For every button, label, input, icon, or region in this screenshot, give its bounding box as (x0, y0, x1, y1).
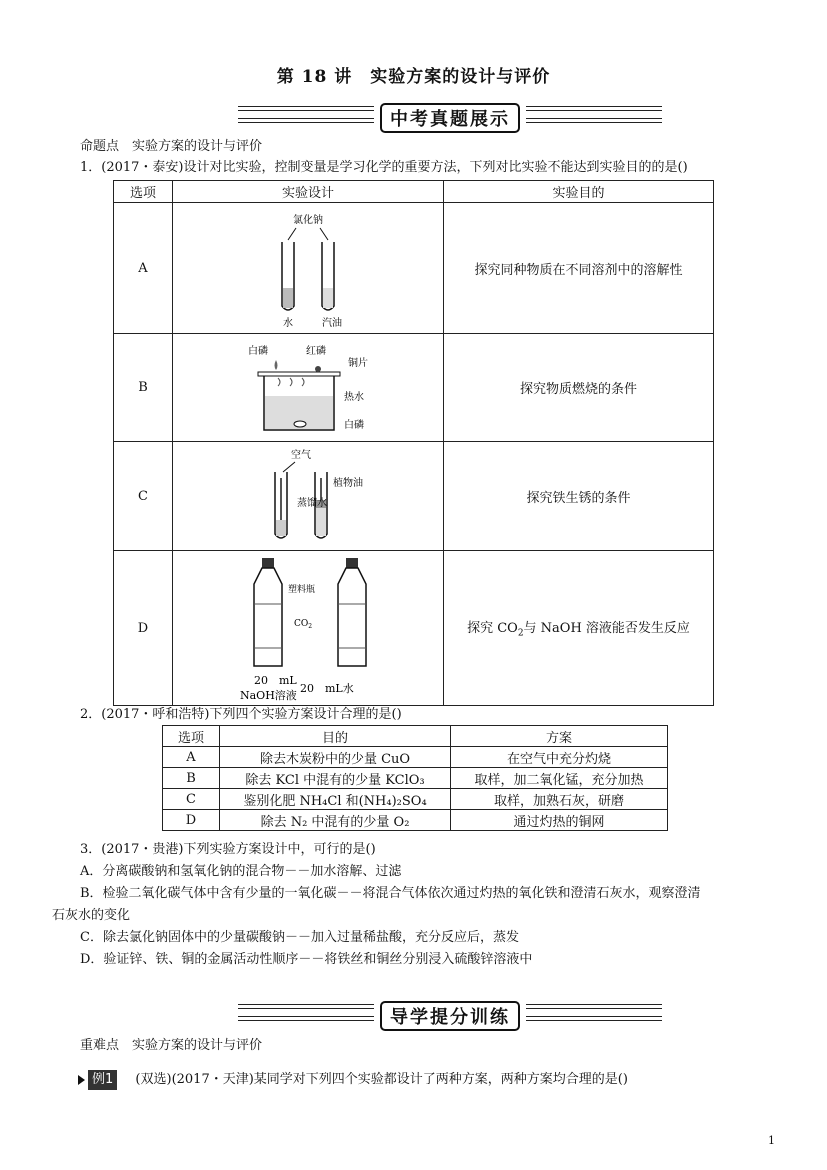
label-water: 水 (283, 317, 293, 329)
option-cell: D (114, 551, 173, 706)
table-row: C 鉴别化肥 NH₄Cl 和(NH₄)₂SO₄ 取样，加熟石灰，研磨 (163, 789, 668, 810)
banner-daoxue (238, 998, 662, 1028)
section-heading-2: 重难点 实验方案的设计与评价 (80, 1038, 263, 1053)
label-20ml-water: 20 mL水 (300, 682, 354, 695)
col-header: 实验目的 (444, 181, 714, 203)
table-row: D 除去 N₂ 中混有的少量 O₂ 通过灼热的铜网 (163, 810, 668, 831)
bottles-diagram (238, 554, 378, 702)
play-icon (78, 1075, 85, 1085)
label-20ml: 20 mL (254, 674, 297, 687)
q3-option-a: A．分离碳酸钠和氢氧化钠的混合物－－加水溶解、过滤 (80, 864, 402, 879)
question-3: 3．(2017・贵港)下列实验方案设计中，可行的是() (80, 842, 376, 857)
diagram-cell (173, 334, 444, 442)
col-header: 选项 (163, 726, 220, 747)
label-hot-water: 热水 (344, 391, 364, 403)
rust-diagram (253, 446, 363, 546)
purpose-cell: 探究 $CO_2$与 NaOH 溶液能否发生反应 (444, 551, 714, 706)
col-header: 目的 (220, 726, 451, 747)
diagram-cell (173, 442, 444, 551)
label-plant-oil: 植物油 (333, 478, 363, 489)
purpose-cell: 探究物质燃烧的条件 (444, 334, 714, 442)
label-bottle: 塑料瓶 (288, 585, 316, 595)
test-tubes-diagram (248, 206, 368, 331)
diagram-cell (173, 551, 444, 706)
option-cell: A (114, 203, 173, 334)
question-1: 1．(2017・泰安)设计对比实验，控制变量是学习化学的重要方法，下列对比实验不能达到实验目的的是() (80, 160, 688, 175)
example-text: (双选)(2017・天津)某同学对下列四个实验都设计了两种方案，两种方案均合理的是() (135, 1072, 628, 1087)
purpose-cell: 探究同种物质在不同溶剂中的溶解性 (444, 203, 714, 334)
diagram-cell (173, 203, 444, 334)
page-number: 1 (768, 1134, 775, 1147)
label-air: 空气 (291, 450, 311, 461)
label-white-p-2: 白磷 (344, 419, 364, 431)
banner-zhongkao (238, 100, 662, 130)
label-distilled-water: 蒸馏水 (297, 498, 327, 509)
label-co2: $CO_2$ (294, 619, 313, 630)
table-row (114, 551, 714, 706)
q3-option-c: C．除去氯化钠固体中的少量碳酸钠－－加入过量稀盐酸，充分反应后，蒸发 (80, 930, 519, 945)
label-copper: 铜片 (348, 357, 368, 369)
col-header: 方案 (451, 726, 668, 747)
label-white-p: 白磷 (248, 345, 268, 357)
label-nacl: 氯化钠 (293, 214, 323, 226)
question-2: 2．(2017・呼和浩特)下列四个实验方案设计合理的是() (80, 707, 402, 722)
page-title: 第 18 讲 实验方案的设计与评价 (276, 67, 551, 87)
combustion-diagram (238, 338, 378, 438)
q3-option-b-cont: 石灰水的变化 (52, 908, 131, 923)
col-header: 实验设计 (173, 181, 444, 203)
label-naoh: NaOH溶液 (240, 689, 297, 702)
banner-title: 导学提分训练 (380, 1001, 520, 1031)
table-row: B 除去 KCl 中混有的少量 KClO₃ 取样，加二氧化锰，充分加热 (163, 768, 668, 789)
banner-title: 中考真题展示 (380, 103, 520, 133)
table-row (114, 334, 714, 442)
q3-option-d: D．验证锌、铁、铜的金属活动性顺序－－将铁丝和铜丝分别浸入硫酸锌溶液中 (80, 952, 533, 967)
plan-table (162, 725, 668, 831)
section-heading: 命题点 实验方案的设计与评价 (80, 139, 263, 154)
purpose-cell: 探究铁生锈的条件 (444, 442, 714, 551)
table-row (114, 442, 714, 551)
table-row: A 除去木炭粉中的少量 CuO 在空气中充分灼烧 (163, 747, 668, 768)
col-header: 选项 (114, 181, 173, 203)
experiment-table (113, 180, 714, 706)
table-row (114, 203, 714, 334)
example-1 (78, 1070, 628, 1090)
label-red-p: 红磷 (306, 345, 326, 357)
option-cell: C (114, 442, 173, 551)
q3-option-b: B．检验二氧化碳气体中含有少量的一氧化碳－－将混合气体依次通过灼热的氧化铁和澄清石灰水，观察澄清 (80, 886, 701, 901)
example-label: 例1 (88, 1070, 117, 1090)
label-gasoline: 汽油 (322, 317, 342, 329)
option-cell: B (114, 334, 173, 442)
